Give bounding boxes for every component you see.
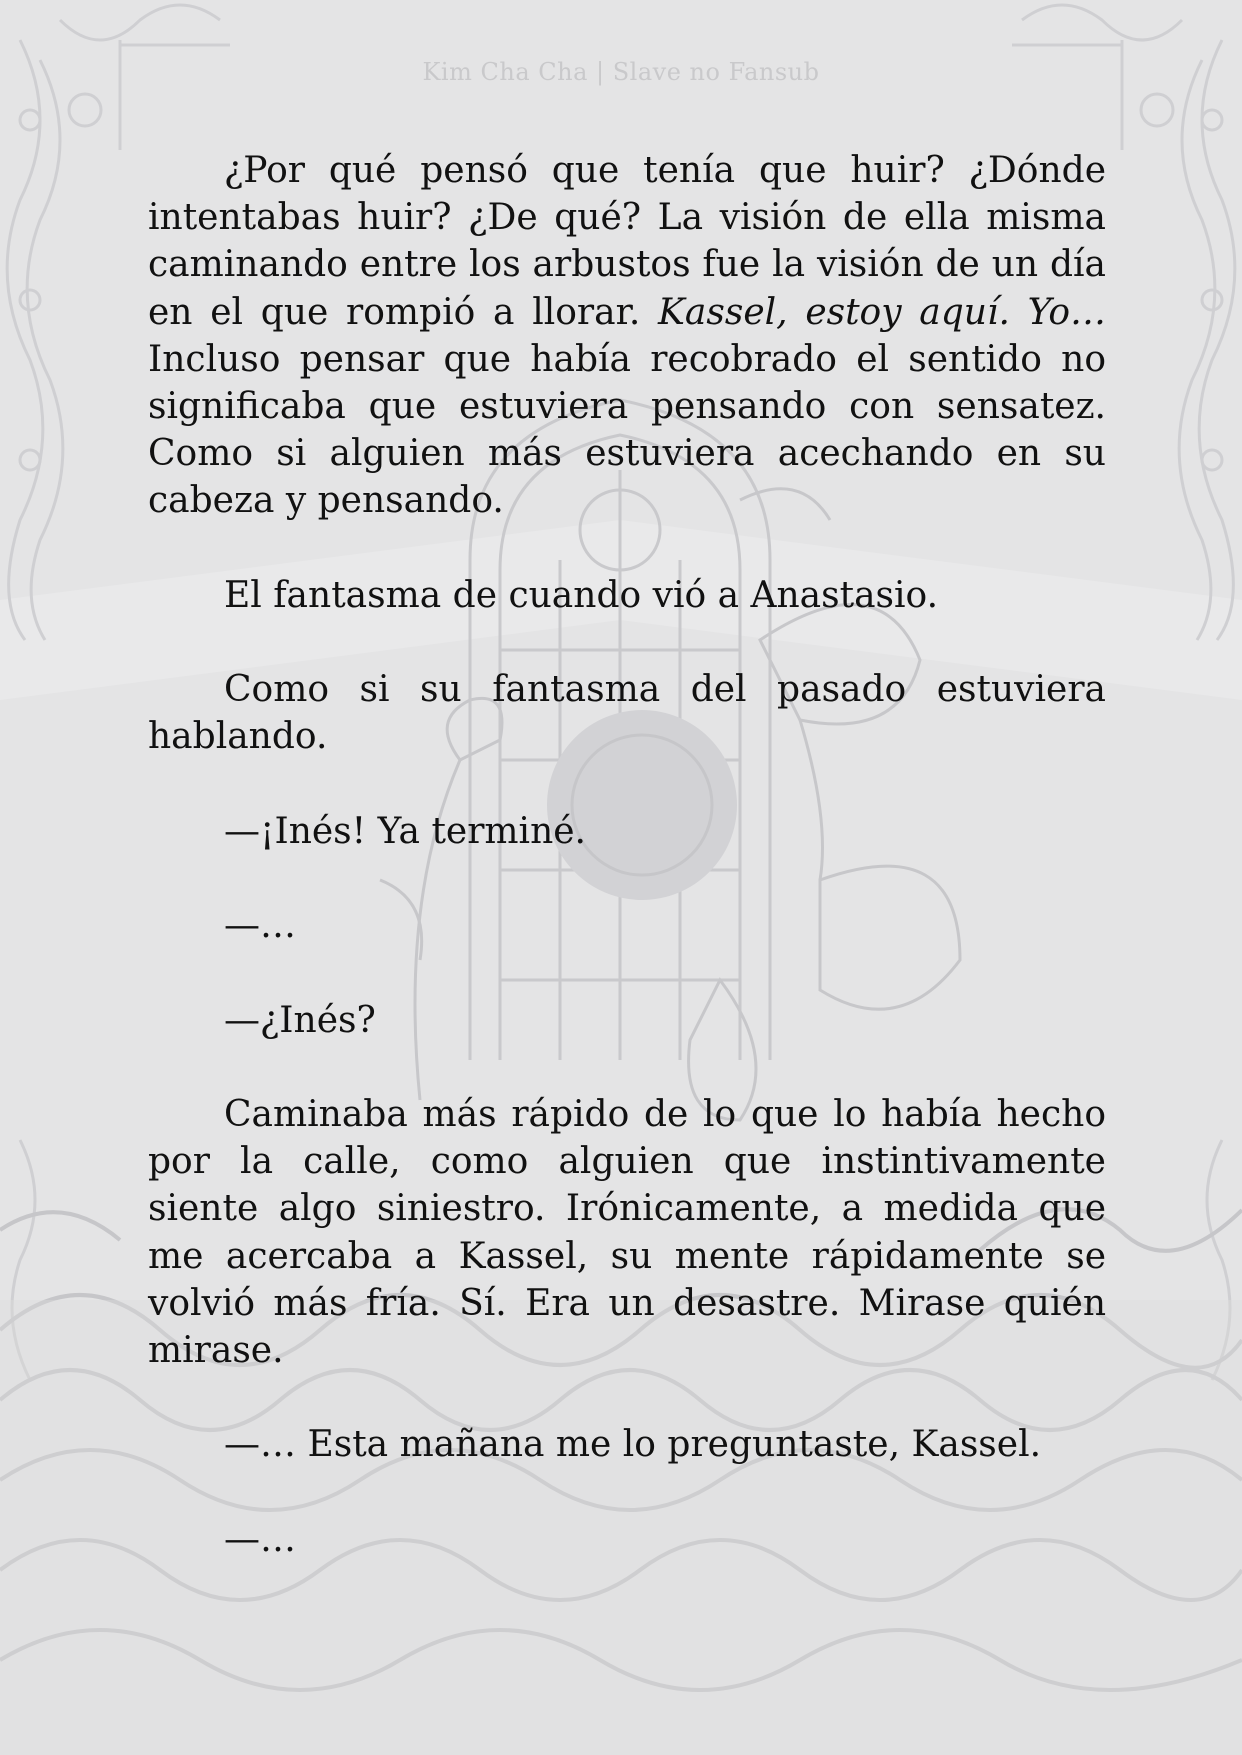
paragraph: Como si su fantasma del pasado estuviera hablando. xyxy=(148,669,1106,758)
paragraph: El fantasma de cuando vió a Anastasio. xyxy=(224,574,939,616)
dialogue-line: —… xyxy=(224,1518,296,1560)
document-body xyxy=(148,147,1106,1563)
header-watermark: Kim Cha Cha | Slave no Fansub xyxy=(422,58,820,86)
paragraph-text: Incluso pensar que había recobrado el sentido no significaba que estuviera pensando con sensatez. Como si alguien más estuviera acechando en su cabeza y pensando. xyxy=(148,338,1106,522)
paragraph xyxy=(148,147,1106,525)
dialogue-line: —… Esta mañana me lo preguntaste, Kassel. xyxy=(224,1424,1042,1466)
paragraph: Caminaba más rápido de lo que lo había hecho por la calle, como alguien que instintivamente siente algo siniestro. Irónicamente, a medida que me acercaba a Kassel, su mente rápidamente se volvió más fría. Sí. Era un desastre. Mirase quién mirase. xyxy=(148,1093,1106,1371)
dialogue-line: —¡Inés! Ya terminé. xyxy=(224,810,587,852)
dialogue-line: —¿Inés? xyxy=(224,999,376,1041)
italic-thought: Kassel, estoy aquí. Yo… xyxy=(658,291,1106,333)
paragraph-text: ¿Por qué pensó que tenía que huir? ¿Dónde intentabas huir? ¿De qué? La visión de ella misma caminando entre los arbustos fue la visión de un día en el que rompió a llorar. xyxy=(148,150,1106,333)
dialogue-line: —… xyxy=(224,905,296,947)
